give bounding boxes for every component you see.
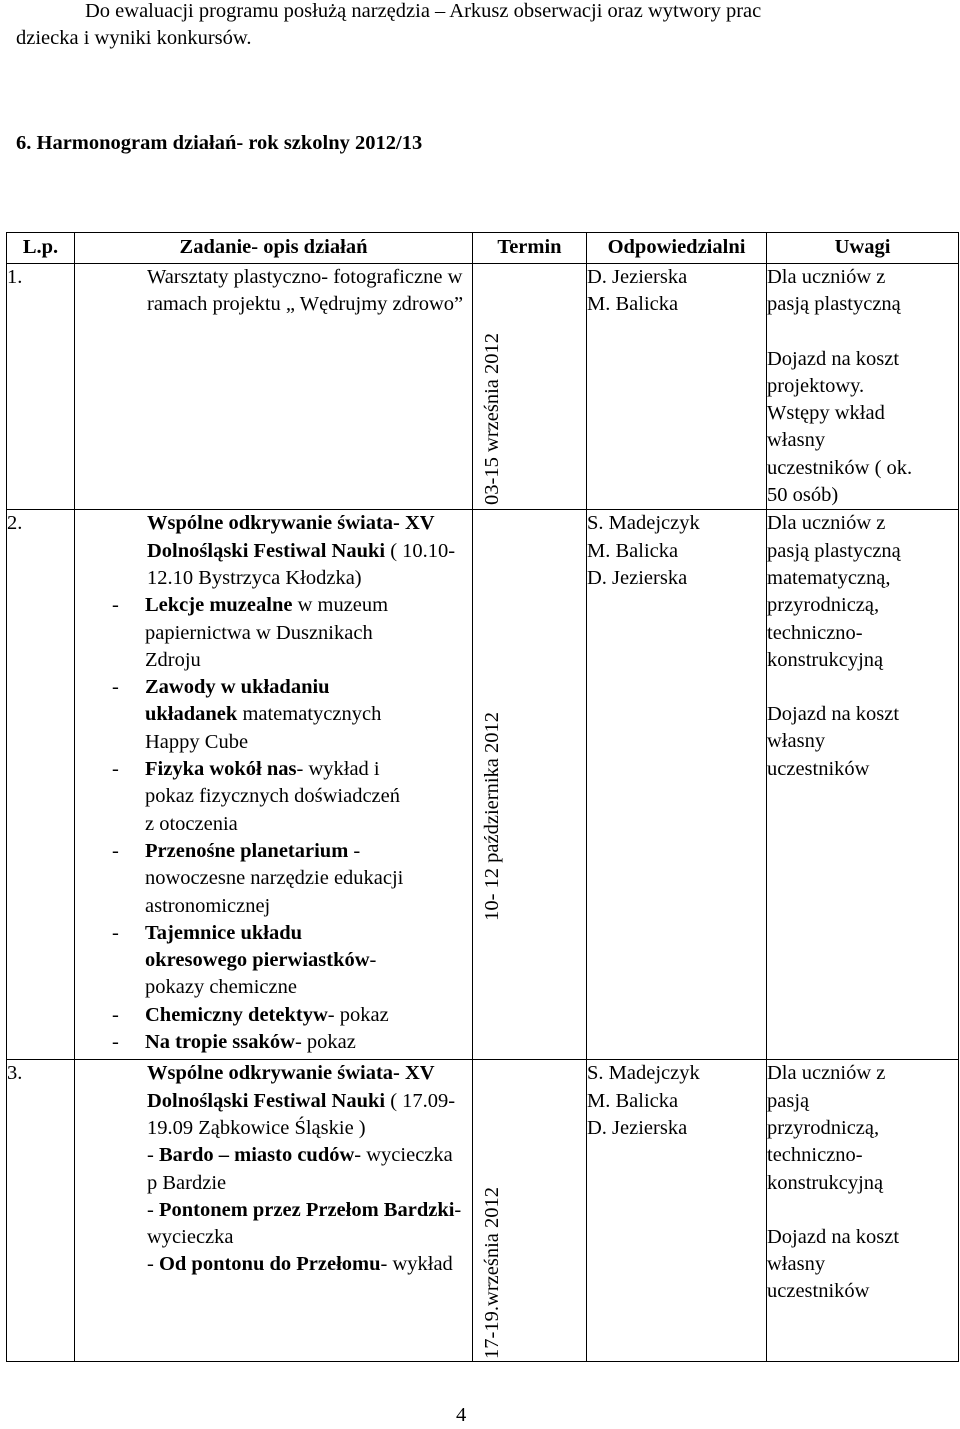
list-item: - Na tropie ssaków- pokaz: [75, 1029, 472, 1056]
header-notes: Uwagi: [767, 233, 959, 264]
activities-list: [75, 592, 472, 1056]
header-lp: L.p.: [7, 233, 75, 264]
notes-cell: Dla uczniów z pasją plastyczną Dojazd na koszt projektowy. Wstępy wkład własny uczestników ( ok. 50 osób): [767, 264, 959, 510]
row-number: 2.: [7, 510, 75, 1060]
table-row: [7, 1060, 959, 1362]
page-number: 4: [456, 1404, 467, 1426]
row-number: 3.: [7, 1060, 75, 1362]
list-item: - Pontonem przez Przełom Bardzki-: [147, 1198, 462, 1221]
term-cell: [473, 510, 587, 1060]
table-row: [7, 510, 959, 1060]
task-description: Wspólne odkrywanie świata- XV Dolnośląski Festiwal Nauki ( 10.10- 12.10 Bystrzyca Kłodzka) - Lekcje muzealne w muzeum papiernictwa w Dusznikach Zdroju - Zawody w układaniu układanek matematycznych Happy Cube - Fizyka wokół nas- wykład i pokaz fizycznych doświadczeń z otoczenia - Przenośne planetarium - nowoczesne narzędzie edukacji astronomicznej - Tajemnice układu okresowego pierwiastków- pokazy chemiczne - Chemiczny detektyw- pokaz - Na tropie ssaków- pokaz: [75, 510, 473, 1060]
header-term: Termin: [473, 233, 587, 264]
table-header-row: [7, 233, 959, 264]
header-task: Zadanie- opis działań: [75, 233, 473, 264]
responsible-cell: S. Madejczyk M. Balicka D. Jezierska: [587, 510, 767, 1060]
section-title: 6. Harmonogram działań- rok szkolny 2012/13: [16, 132, 423, 154]
notes-cell: Dla uczniów z pasją plastyczną matematyczną, przyrodniczą, techniczno- konstrukcyjną Dojazd na koszt własny uczestników: [767, 510, 959, 1060]
row-number: 1.: [7, 264, 75, 510]
schedule-table: [6, 232, 959, 1362]
intro-line-2: dziecka i wyniki konkursów.: [16, 27, 252, 50]
list-item: - Fizyka wokół nas- wykład i pokaz fizycznych doświadczeń z otoczenia: [75, 756, 472, 838]
term-text: 10- 12 października 2012: [481, 712, 503, 922]
header-responsible: Odpowiedzialni: [587, 233, 767, 264]
list-item: - Od pontonu do Przełomu- wykład: [147, 1253, 453, 1276]
list-item: - Bardo – miasto cudów- wycieczka: [147, 1144, 453, 1167]
term-text: 03-15 września 2012: [481, 333, 503, 506]
term-cell: [473, 1060, 587, 1362]
task-description: Warsztaty plastyczno- fotograficzne w ramach projektu „ Wędrujmy zdrowo”: [75, 264, 473, 510]
responsible-cell: D. Jezierska M. Balicka: [587, 264, 767, 510]
list-item: - Przenośne planetarium - nowoczesne narzędzie edukacji astronomicznej: [75, 838, 472, 920]
term-text: 17-19.września 2012: [481, 1187, 503, 1360]
list-item: wycieczka: [147, 1226, 234, 1249]
intro-line-1: Do ewaluacji programu posłużą narzędzia – Arkusz obserwacji oraz wytwory prac: [85, 0, 762, 22]
list-item: - Lekcje muzealne w muzeum papiernictwa w Dusznikach Zdroju: [75, 592, 472, 674]
table-row: [7, 264, 959, 510]
task-description: Wspólne odkrywanie świata- XV Dolnośląski Festiwal Nauki ( 17.09- 19.09 Ząbkowice Śląskie ) - Bardo – miasto cudów- wycieczka p Bardzie - Pontonem przez Przełom Bardzki- wycieczka - Od pontonu do Przełomu- wykład: [75, 1060, 473, 1362]
intro-paragraph: [16, 0, 946, 53]
list-item: - Chemiczny detektyw- pokaz: [75, 1002, 472, 1029]
list-item: p Bardzie: [147, 1171, 227, 1194]
list-item: - Zawody w układaniu układanek matematycznych Happy Cube: [75, 674, 472, 756]
notes-cell: Dla uczniów z pasją przyrodniczą, techniczno- konstrukcyjną Dojazd na koszt własny uczestników: [767, 1060, 959, 1362]
list-item: - Tajemnice układu okresowego pierwiastków- pokazy chemiczne: [75, 920, 472, 1002]
responsible-cell: S. Madejczyk M. Balicka D. Jezierska: [587, 1060, 767, 1362]
term-cell: [473, 264, 587, 510]
